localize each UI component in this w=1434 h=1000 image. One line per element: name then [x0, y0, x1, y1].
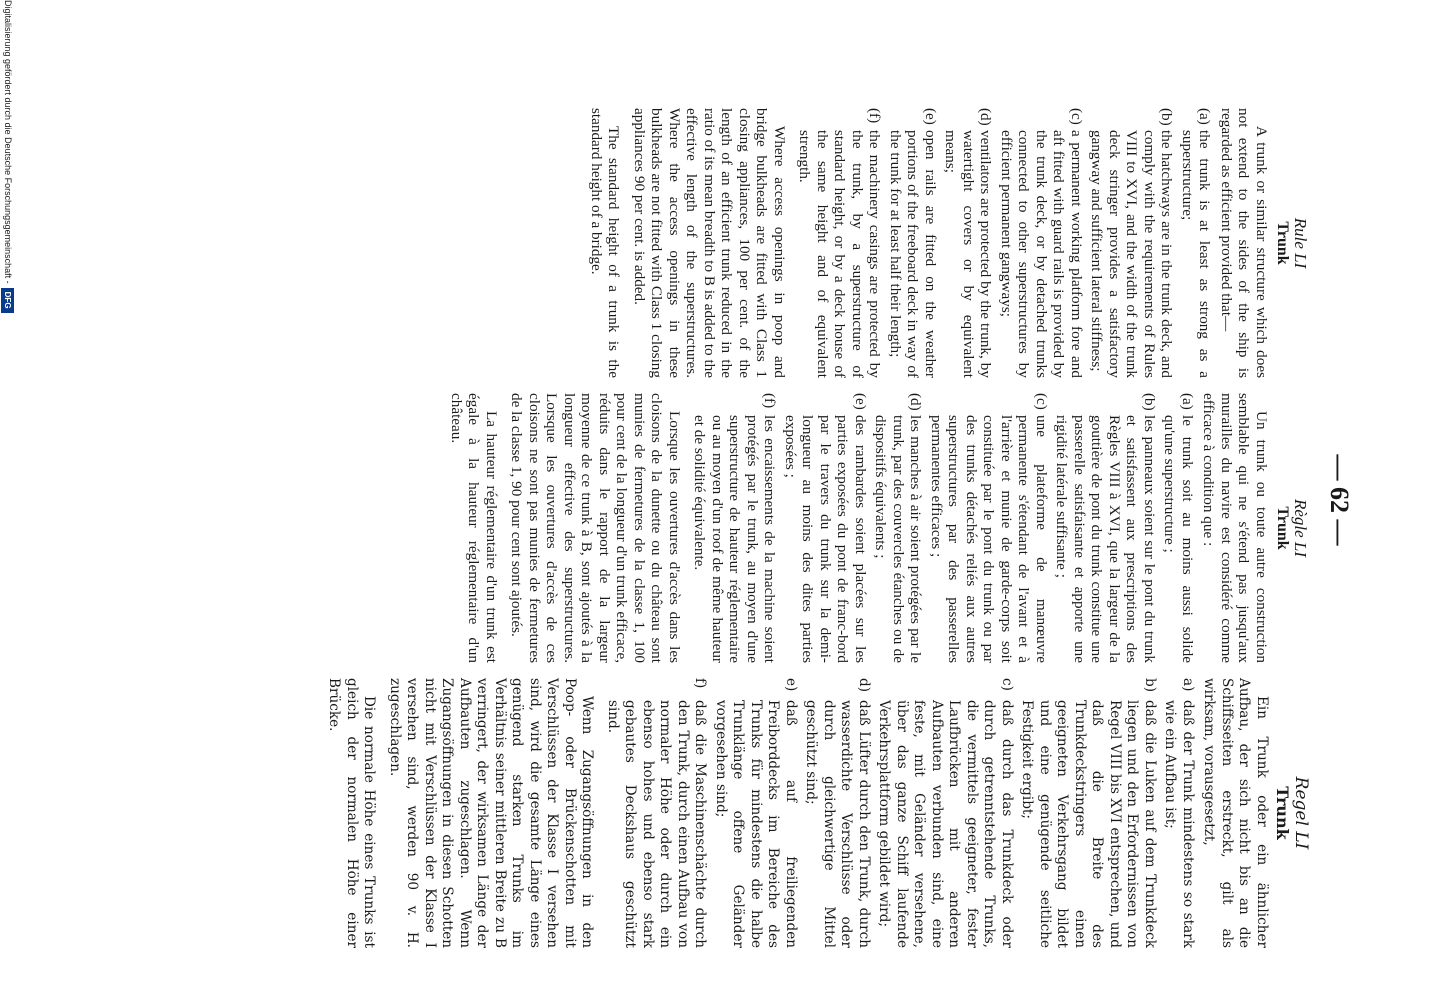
- item-text: une plateforme de manœuvre permanente s'étendant de l'avant et à l'arrière et munie de garde-corps soit constituée par le pont du trunk ou par des trunks détachés reliés aux autres superstructures par des passerelles permanentes efficaces ;: [928, 415, 1050, 663]
- list-item: [712, 678, 800, 948]
- list-item: [942, 108, 995, 378]
- body-paragraph: La hauteur réglementaire d'un trunk est égale à la hauteur réglementaire d'un château.: [448, 393, 500, 663]
- rule-subtitle: Trunk: [1273, 786, 1293, 840]
- intro-paragraph: Un trunk ou toute autre construction semblable qui ne s'étend pas jusqu'aux murailles du navire est considéré comme efficace à condition que :: [1200, 393, 1270, 663]
- list-item: [1053, 393, 1158, 663]
- item-label: (b): [1141, 393, 1158, 411]
- item-text: the trunk is at least as strong as a superstructure;: [1179, 130, 1214, 378]
- list-item: [691, 393, 779, 663]
- item-text: les encaissements de la machine soient protégés par le trunk, au moyen d'une superstructure de hauteur réglementaire ou au moyen d'un roof de même hauteur et de solidité équivalente.: [691, 415, 779, 663]
- item-text: daß die Luken auf dem Trunkdeck liegen und den Erfordernissen von Regel VIII bis XVI entsprechen, und daß die Breite des Trunkdeckstringers einen geeigneten Verkehrsgang bildet und eine genügende seitliche Festigkeit ergibt;: [1019, 700, 1158, 948]
- item-label: (e): [852, 393, 869, 410]
- item-label: (a): [1196, 108, 1214, 125]
- item-text: les manches à air soient protégées par le trunk, par des couvercles étanches ou de dispositifs équivalents ;: [872, 415, 925, 663]
- item-label: (f): [761, 393, 779, 409]
- item-label: (e): [922, 108, 939, 125]
- item-text: the hatchways are in the trunk deck, and comply with the requirements of Rules VIII to XVI, and the width of the trunk deck stringer provides a satisfactory gangway and sufficient lateral stiffness;: [1088, 130, 1176, 378]
- item-text: daß durch das Trunkdeck oder durch getrenntstehende Trunks, die vermittels geeigneter, fester Laufbrücken mit anderen Aufbauten verbunden sind, eine feste, mit Geländer versehene, über das ganze Schiff laufende Verkehrsplattform gebildet wird;: [876, 700, 1015, 948]
- intro-paragraph: Ein Trunk oder ein ähnlicher Aufbau, der sich nicht bis an die Schiffsseiten erstreckt, gilt als wirksam, vorausgesetzt,: [1201, 678, 1270, 948]
- item-label: d): [856, 678, 872, 693]
- item-label: (d): [907, 393, 925, 411]
- item-text: le trunk soit au moins aussi solide qu'une superstructure ;: [1161, 415, 1196, 663]
- list-item: [1088, 108, 1176, 378]
- footer-text: Digitalisierung gefördert durch die Deutsche Forschungsgemeinschaft -: [3, 0, 13, 284]
- item-text: ventilators are protected by the trunk, by watertight covers or by equivalent means;: [942, 130, 995, 378]
- item-label: (d): [977, 108, 995, 126]
- item-text: les panneaux soient sur le pont du trunk et satisfassent aux prescriptions des Règles VIII à XVI, que la largeur de la gouttière de pont du trunk constitue une passerelle satisfaisante et apporte une rigidité latérale suffisante ;: [1053, 415, 1158, 663]
- item-text: the machinery casings are protected by the trunk, by a superstructure of standard height, or by a deck house of the same height and of equivalent strength.: [796, 130, 884, 378]
- item-text: a permanent working platform fore and aft fitted with guard rails is provided by the trunk deck, or by detached trunks connected to other superstructures by efficient permanent gangways;: [998, 130, 1085, 378]
- item-label: e): [783, 678, 799, 692]
- rule-subtitle: Trunk: [1274, 506, 1292, 550]
- rule-title: Règle LI: [1291, 498, 1310, 558]
- body-paragraph: Where access openings in poop and bridge bulkheads are fitted with Class 1 closing appliances, 100 per cent. of the length of an efficient trunk reduced in the ratio of its mean breadth to B is added to the effective length of the superstructures. Where the access openings in these bulkheads are not fitted with Class 1 closing appliances 90 per cent. is added.: [631, 108, 788, 378]
- digitization-footer: [1, 0, 14, 1000]
- item-label: (c): [1068, 108, 1085, 125]
- item-text: open rails are fitted on the weather portions of the freeboard deck in way of the trunk for at least half their length;: [887, 130, 939, 378]
- body-paragraph: The standard height of a trunk is the standard height of a bridge.: [588, 108, 623, 378]
- item-label: f): [692, 678, 709, 689]
- item-text: daß der Trunk mindestens so stark wie ein Aufbau ist;: [1162, 700, 1196, 948]
- item-text: daß Lüfter durch den Trunk, durch wasserdichte Verschlüsse oder durch gleichwertige Mittel geschützt sind;: [803, 700, 872, 948]
- list-item: [802, 678, 872, 948]
- item-label: (a): [1179, 393, 1196, 410]
- item-text: daß auf freiliegenden Freiborddecks im Bereiche des Trunks für mindestens die halbe Trunklänge offene Geländer vorgesehen sind;: [713, 700, 799, 948]
- item-label: (b): [1158, 108, 1176, 126]
- list-item: [928, 393, 1051, 663]
- rule-subtitle: Trunk: [1274, 221, 1292, 265]
- page-number: — 62 —: [1325, 454, 1354, 546]
- item-label: b): [1142, 678, 1158, 693]
- rule-title: Rule LI: [1291, 217, 1310, 269]
- list-item: [604, 678, 709, 948]
- body-paragraph: Lorsque les ouvertures d'accès dans les cloisons de la dunette ou du château sont munies de fermetures de la classe 1, 100 pour cent de la longueur d'un trunk efficace, réduits dans le rapport de la largeur moyenne de ce trunk à B, sont ajoutés à la longueur effective des superstructures. Lorsque les ouvertures d'accès de ces cloisons ne sont pas munies de fermetures de la classe 1, 90 pour cent sont ajoutés.: [508, 393, 683, 663]
- list-item: [1161, 393, 1196, 663]
- dfg-logo: DFG: [1, 288, 14, 313]
- list-item: [1018, 678, 1158, 948]
- column-german: [321, 678, 1309, 948]
- item-label: c): [999, 678, 1015, 691]
- list-item: [796, 108, 884, 378]
- item-label: a): [1180, 678, 1196, 692]
- rule-title: Regel LI: [1291, 776, 1311, 850]
- column-french: [444, 393, 1310, 663]
- body-paragraph: Die normale Höhe eines Trunks ist gleich der normalen Höhe einer Brücke.: [326, 678, 378, 948]
- list-item: [1179, 108, 1214, 378]
- body-paragraph: Wenn Zugangsöffnungen in den Poop- oder Brückenschotten mit Verschlüssen der Klasse I versehen sind, wird die gesamte Länge eines genügend starken Trunks im Verhältnis seiner mittleren Breite zu B verringert, der wirksamen Länge der Aufbauten zugeschlagen. Wenn Zugangsöffnungen in diesen Schotten nicht mit Verschlüssen der Klasse I versehen sind, werden 90 v. H. zugeschlagen.: [387, 678, 596, 948]
- list-item: [998, 108, 1086, 378]
- list-item: [872, 393, 925, 663]
- intro-paragraph: A trunk or similar structure which does not extend to the sides of the ship is regarded as efficient provided that—: [1218, 108, 1270, 378]
- item-label: (c): [1033, 393, 1050, 410]
- list-item: [887, 108, 940, 378]
- list-item: [875, 678, 1015, 948]
- item-text: daß die Maschinenschächte durch den Trunk, durch einen Aufbau von normaler Höhe oder durch ein ebenso hohes und ebenso stark gebautes Deckshaus geschützt sind.: [605, 700, 709, 948]
- item-label: (f): [866, 108, 884, 124]
- list-item: [782, 393, 870, 663]
- column-english: [584, 108, 1310, 378]
- list-item: [1161, 678, 1196, 948]
- item-text: des rambardes soient placées sur les parties exposées du pont de franc-bord par le travers du trunk sur la demi-longueur au moins des dites parties exposées ;: [782, 415, 869, 663]
